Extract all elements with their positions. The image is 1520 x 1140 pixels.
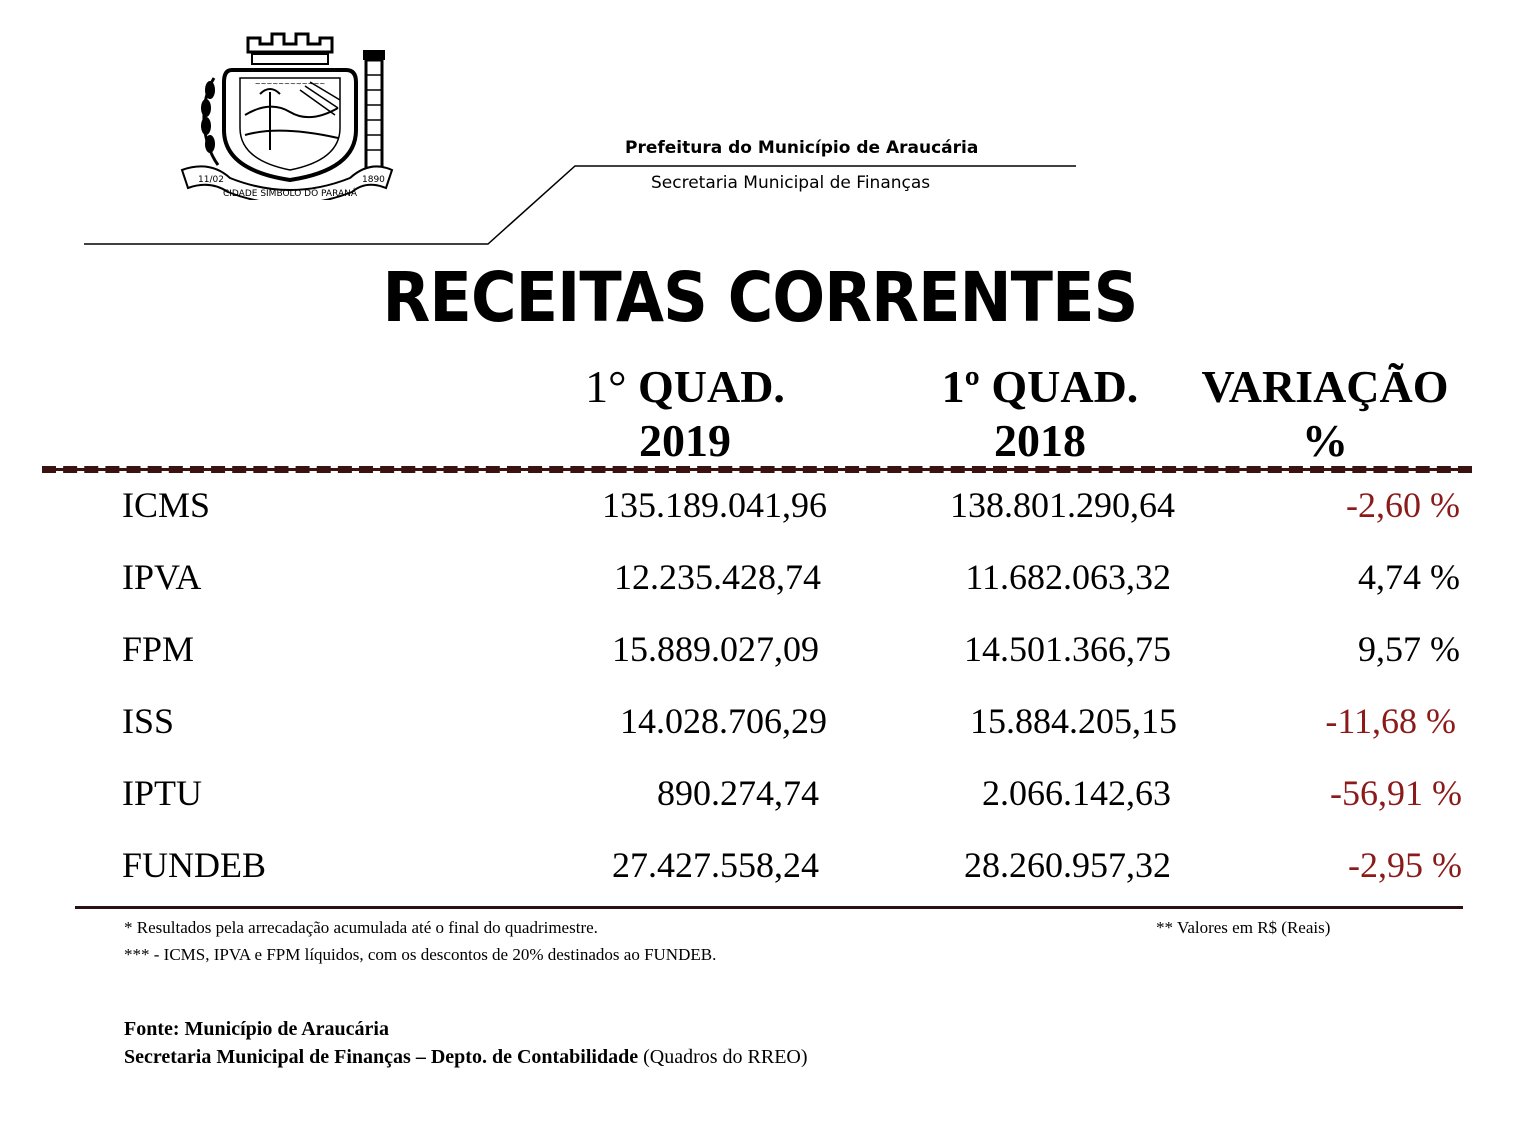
source-department-name: Secretaria Municipal de Finanças – Depto. de Contabilidade <box>124 1046 639 1068</box>
table-row <box>0 556 1520 616</box>
table-row <box>0 484 1520 544</box>
table-row <box>0 772 1520 832</box>
value-2018: 15.884.205,15 <box>970 701 1177 741</box>
row-label: ICMS <box>122 485 211 525</box>
value-2019: 14.028.706,29 <box>620 701 827 741</box>
variation-value: -56,91 % <box>1330 773 1462 813</box>
value-2018: 14.501.366,75 <box>964 629 1171 669</box>
value-2019: 890.274,74 <box>657 773 819 813</box>
source-department <box>124 1046 808 1069</box>
column-header-variation-label: VARIAÇÃO <box>1201 361 1449 412</box>
value-2018: 28.260.957,32 <box>964 845 1171 885</box>
footer-rule <box>75 906 1463 909</box>
header-rule <box>42 468 1472 471</box>
value-2018: 2.066.142,63 <box>982 773 1171 813</box>
crest-ribbon-text: CIDADE SÍMBOLO DO PARANÁ <box>222 189 358 199</box>
column-header-2018-year: 2018 <box>994 415 1086 466</box>
variation-value: 9,57 % <box>1358 629 1460 669</box>
column-header-2018 <box>890 360 1190 468</box>
variation-value: -2,60 % <box>1346 485 1460 525</box>
value-2018: 11.682.063,32 <box>965 557 1171 597</box>
value-2019: 12.235.428,74 <box>614 557 821 597</box>
column-header-2018-label: QUAD. <box>991 361 1139 412</box>
value-2018: 138.801.290,64 <box>950 485 1175 525</box>
variation-value: -2,95 % <box>1348 845 1462 885</box>
source-line: Fonte: Município de Araucária <box>124 1018 389 1040</box>
org-department: Secretaria Municipal de Finanças <box>651 173 931 193</box>
column-header-2018-prefix: 1º <box>941 361 980 412</box>
svg-text:~~~~~~~~~~~~: ~~~~~~~~~~~~ <box>254 80 326 88</box>
value-2019: 15.889.027,09 <box>612 629 819 669</box>
column-header-variation <box>1180 360 1470 468</box>
crest-ribbon-left: 11/02 <box>198 175 224 185</box>
municipal-coat-of-arms-icon <box>170 20 400 200</box>
source-reference: (Quadros do RREO) <box>643 1046 808 1068</box>
row-label: FPM <box>122 629 195 669</box>
value-2019: 27.427.558,24 <box>612 845 819 885</box>
column-header-2019 <box>530 360 840 468</box>
column-header-2019-label: QUAD. <box>637 361 785 412</box>
row-label: FUNDEB <box>122 845 267 885</box>
page-title: RECEITAS CORRENTES <box>382 258 1138 338</box>
table-row <box>0 844 1520 904</box>
value-2019: 135.189.041,96 <box>602 485 827 525</box>
org-name: Prefeitura do Município de Araucária <box>625 138 979 158</box>
crest-ribbon-right: 1890 <box>362 175 385 185</box>
row-label: IPTU <box>122 773 202 813</box>
row-label: IPVA <box>122 557 202 597</box>
column-header-2019-year: 2019 <box>639 415 731 466</box>
footnote-fundeb: *** - ICMS, IPVA e FPM líquidos, com os descontos de 20% destinados ao FUNDEB. <box>124 945 717 964</box>
footnote-results: * Resultados pela arrecadação acumulada até o final do quadrimestre. <box>124 918 598 937</box>
footnote-currency: ** Valores em R$ (Reais) <box>1156 918 1331 937</box>
table-row <box>0 700 1520 760</box>
column-header-2019-prefix: 1° <box>585 361 627 412</box>
column-header-variation-unit: % <box>1302 415 1348 466</box>
table-row <box>0 628 1520 688</box>
variation-value: -11,68 % <box>1325 701 1456 741</box>
variation-value: 4,74 % <box>1358 557 1460 597</box>
row-label: ISS <box>122 701 175 741</box>
